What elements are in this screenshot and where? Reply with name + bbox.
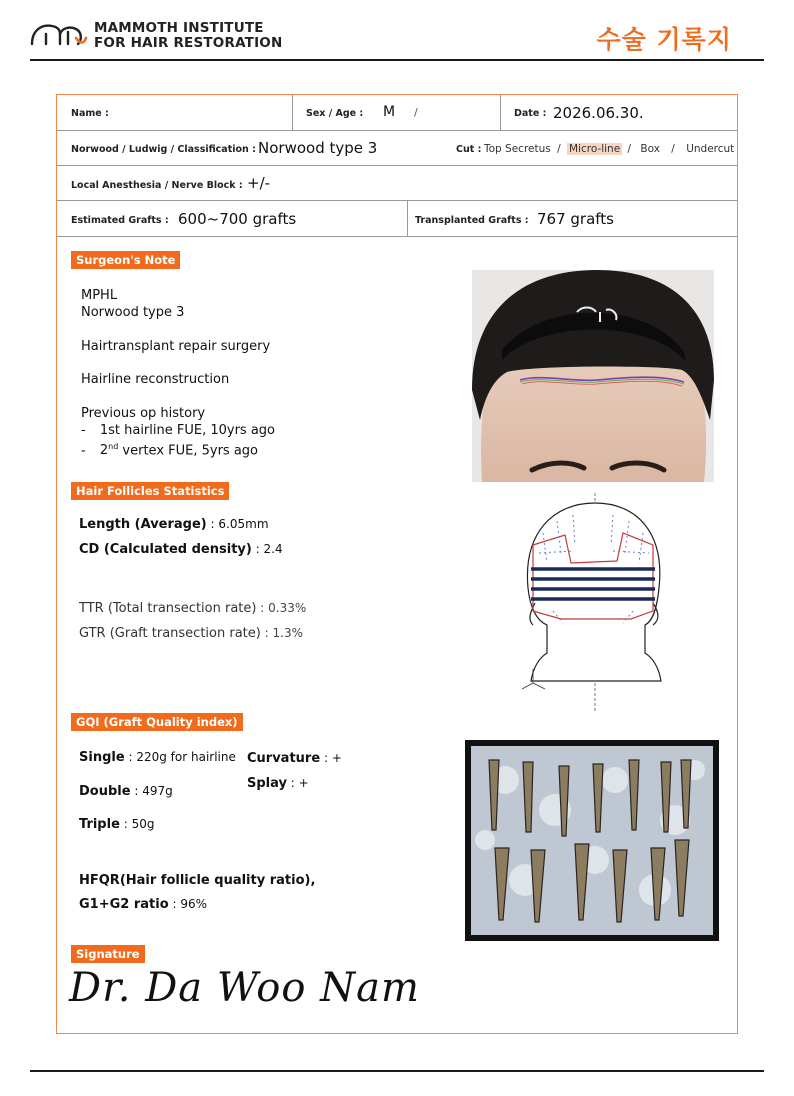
splay-label: Splay [247,776,287,791]
double-stat [79,784,173,799]
note-line: Hairline reconstruction [81,372,230,387]
history-ordinal: 2 [99,443,109,459]
anesthesia-value[interactable]: +/- [247,174,271,192]
cut-option-undercut[interactable]: Undercut [686,143,735,155]
cd-stat [79,542,283,557]
history-text: vertex FUE, 5yrs ago [118,443,258,459]
cut-option-micro-line[interactable]: Micro-line [568,143,621,155]
logo-line-1: MAMMOTH INSTITUTE [94,20,264,36]
form-row-anesthesia [57,166,737,201]
double-value: : 497g [130,784,173,798]
transplanted-grafts-label: Transplanted Grafts : [415,215,529,226]
age-separator: / [414,106,418,119]
cd-label: CD (Calculated density) [79,542,252,557]
estimated-grafts-label: Estimated Grafts : [71,215,169,226]
document-title: 수술 기록지 [596,25,732,54]
graft-sample-photo [465,740,719,941]
logo-text [94,21,283,51]
sex-age-label: Sex / Age : [306,108,364,119]
g1g2-stat [79,897,207,912]
anesthesia-label: Local Anesthesia / Nerve Block : [71,180,243,191]
graft-sample-image [465,740,719,941]
cut-options [484,143,734,155]
single-value: : 220g for hairline [124,750,236,764]
date-value[interactable]: 2026.06.30. [553,104,644,122]
curvature-label: Curvature [247,751,321,766]
date-label: Date : [514,108,547,119]
history-dash: - [81,423,86,438]
hfqr-label: HFQR(Hair follicle quality ratio), [79,873,316,888]
signature-title: Signature [71,945,145,963]
history-dash: - [81,443,86,459]
logo-line-2: FOR HAIR RESTORATION [94,35,283,51]
hairline-photo [472,270,714,482]
curvature-value: : + [320,751,342,765]
ttr-label: TTR (Total transection rate) [79,601,257,616]
length-value: : 6.05mm [206,517,269,531]
transplanted-grafts-value[interactable]: 767 grafts [537,210,614,228]
history-text: 1st hairline FUE, 10yrs ago [99,423,276,438]
donor-area-diagram [513,493,673,711]
name-label: Name : [71,108,109,119]
form-row-grafts [57,201,737,237]
surgeons-note-title: Surgeon's Note [71,251,180,269]
divider [500,95,501,130]
follicle-stats-title: Hair Follicles Statistics [71,482,229,500]
history-ordinal-suffix: nd [108,442,119,451]
cd-value: : 2.4 [251,542,283,556]
single-label: Single [79,750,125,765]
gtr-stat [79,626,303,641]
cut-option-top-secretus[interactable]: Top Secretus [484,143,551,155]
hfqr-label-line [79,873,315,888]
header-rule [30,59,764,61]
cut-separator: / [627,143,632,155]
history-item-2 [81,438,258,459]
gtr-value: : 1.3% [260,626,304,640]
classification-value[interactable]: Norwood type 3 [258,139,378,157]
double-label: Double [79,784,131,799]
classification-label: Norwood / Ludwig / Classification : [71,144,256,155]
note-line: Hairtransplant repair surgery [81,339,271,354]
cut-label: Cut : [456,144,482,155]
footer-rule [30,1070,764,1072]
single-stat [79,750,236,765]
surgeon-signature: Dr. Da Woo Nam [69,965,420,1011]
splay-value: : + [286,776,309,790]
gqi-title: GQI (Graft Quality index) [71,713,243,731]
g1g2-label: G1+G2 ratio [79,897,169,912]
length-stat [79,517,269,532]
form-row-classification [57,131,737,166]
divider [407,201,408,236]
splay-stat [247,776,309,791]
history-item-1 [81,422,275,439]
surgery-record-form [56,94,738,1034]
triple-stat [79,817,154,832]
estimated-grafts-value[interactable]: 600~700 grafts [178,210,297,228]
triple-label: Triple [79,817,120,832]
cut-option-box[interactable]: Box [640,143,660,155]
length-label: Length (Average) [79,517,207,532]
cut-separator: / [557,143,561,155]
elephant-logo-icon [30,20,88,50]
divider [292,95,293,130]
g1g2-value: : 96% [168,897,207,911]
curvature-stat [247,751,342,766]
note-line: Norwood type 3 [81,305,185,320]
page-header [30,14,764,62]
note-line: MPHL [81,288,118,303]
sex-value[interactable]: M [383,104,396,120]
form-row-name [57,95,737,131]
cut-separator: / [671,143,675,155]
triple-value: : 50g [119,817,155,831]
ttr-stat [79,601,306,616]
note-line: Previous op history [81,406,206,421]
hairline-photo-image [472,270,714,482]
gtr-label: GTR (Graft transection rate) [79,626,261,641]
ttr-value: : 0.33% [256,601,307,615]
